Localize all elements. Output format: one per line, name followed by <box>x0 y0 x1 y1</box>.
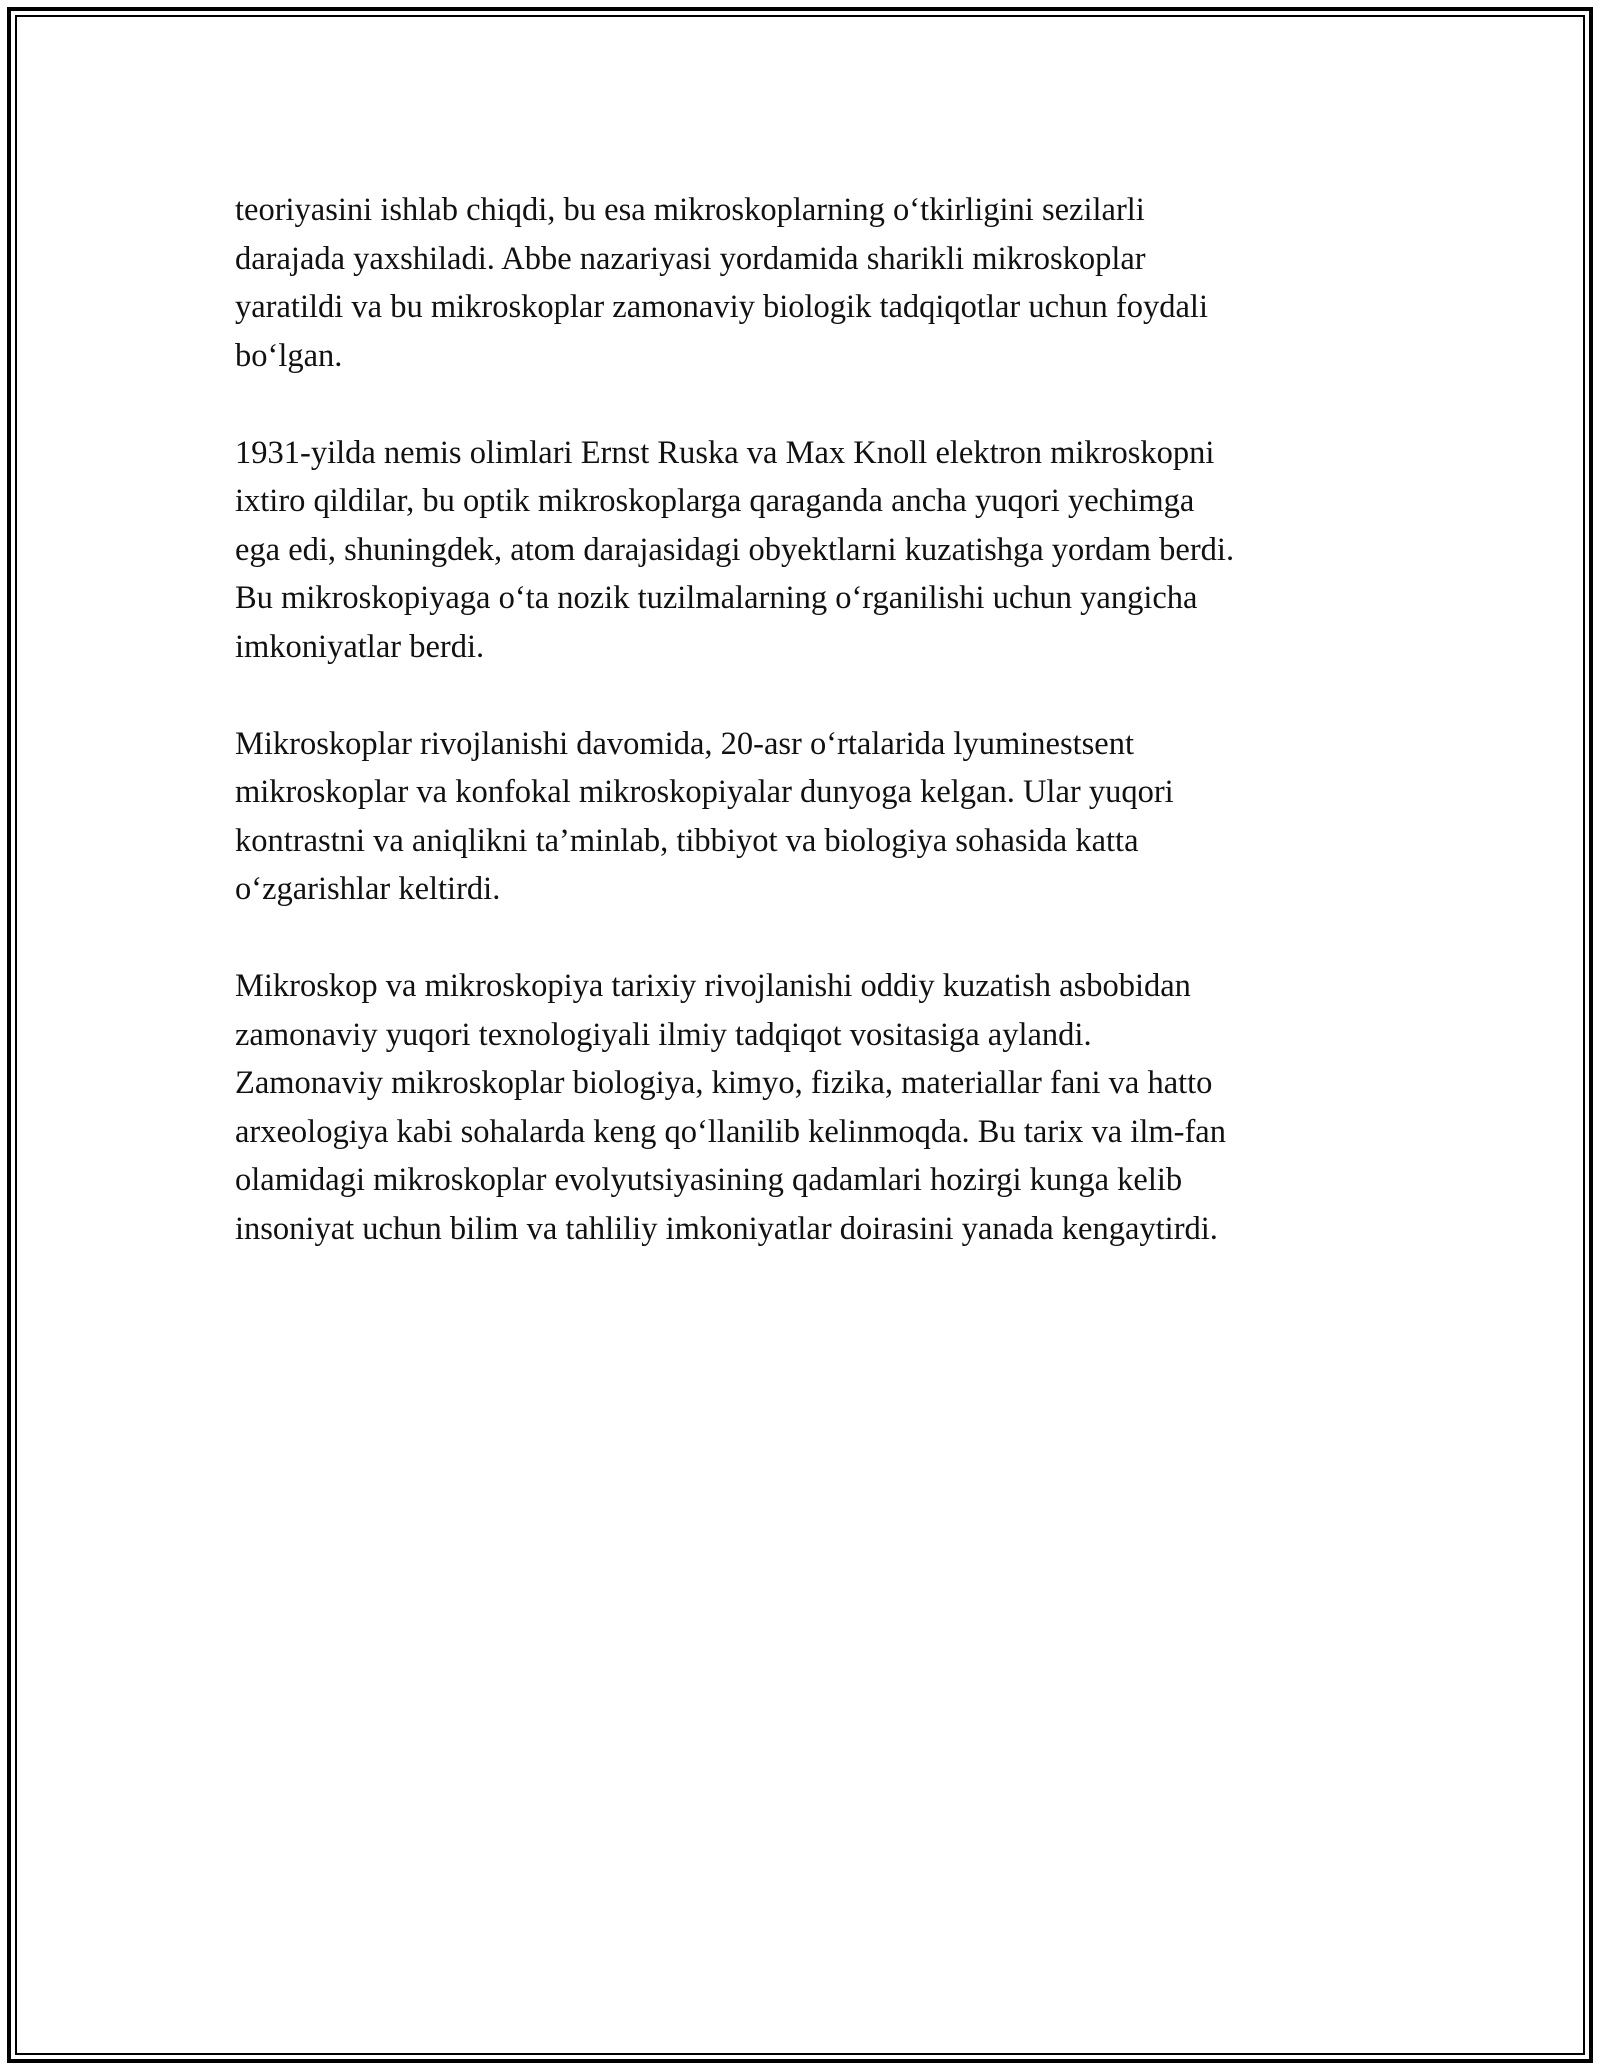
paragraph-line: Mikroskoplar rivojlanishi davomida, 20-asr o‘rtalarida lyuminestsent <box>235 725 1134 762</box>
paragraph-4 <box>235 962 1375 1253</box>
paragraph-line: teoriyasini ishlab chiqdi, bu esa mikroskoplarning o‘tkirligini sezilarli <box>235 192 1145 228</box>
paragraph-line: 1931-yilda nemis olimlari Ernst Ruska va Max Knoll elektron mikroskopni <box>235 434 1215 471</box>
paragraph-line: mikroskoplar va konfokal mikroskopiyalar dunyoga kelgan. Ular yuqori <box>235 774 1174 810</box>
paragraph-line: darajada yaxshiladi. Abbe nazariyasi yordamida sharikli mikroskoplar <box>235 240 1146 277</box>
paragraph-line: ega edi, shuningdek, atom darajasidagi obyektlarni kuzatishga yordam berdi. <box>235 531 1235 568</box>
paragraph-line: arxeologiya kabi sohalarda keng qo‘llanilib kelinmoqda. Bu tarix va ilm-fan <box>235 1113 1226 1150</box>
paragraph-line: o‘zgarishlar keltirdi. <box>235 871 501 907</box>
paragraph-line: bo‘lgan. <box>235 337 343 374</box>
paragraph-line: yaratildi va bu mikroskoplar zamonaviy biologik tadqiqotlar uchun foydali <box>235 289 1208 325</box>
paragraph-3 <box>235 720 1375 914</box>
paragraph-line: ixtiro qildilar, bu optik mikroskoplarga qaraganda ancha yuqori yechimga <box>235 483 1195 519</box>
paragraph-1 <box>235 186 1375 380</box>
document-body <box>235 186 1375 1302</box>
paragraph-line: olamidagi mikroskoplar evolyutsiyasining qadamlari hozirgi kunga kelib <box>235 1162 1183 1198</box>
paragraph-line: Bu mikroskopiyaga o‘ta nozik tuzilmalarning o‘rganilishi uchun yangicha <box>235 580 1198 616</box>
paragraph-2 <box>235 429 1375 672</box>
paragraph-line: Mikroskop va mikroskopiya tarixiy rivojlanishi oddiy kuzatish asbobidan <box>235 968 1191 1004</box>
paragraph-line: insoniyat uchun bilim va tahliliy imkoniyatlar doirasini yanada kengaytirdi. <box>235 1210 1218 1247</box>
paragraph-line: Zamonaviy mikroskoplar biologiya, kimyo, fizika, materiallar fani va hatto <box>235 1065 1213 1101</box>
paragraph-line: kontrastni va aniqlikni ta’minlab, tibbiyot va biologiya sohasida katta <box>235 822 1139 859</box>
paragraph-line: zamonaviy yuqori texnologiyali ilmiy tadqiqot vositasiga aylandi. <box>235 1016 1092 1053</box>
paragraph-line: imkoniyatlar berdi. <box>235 628 485 665</box>
